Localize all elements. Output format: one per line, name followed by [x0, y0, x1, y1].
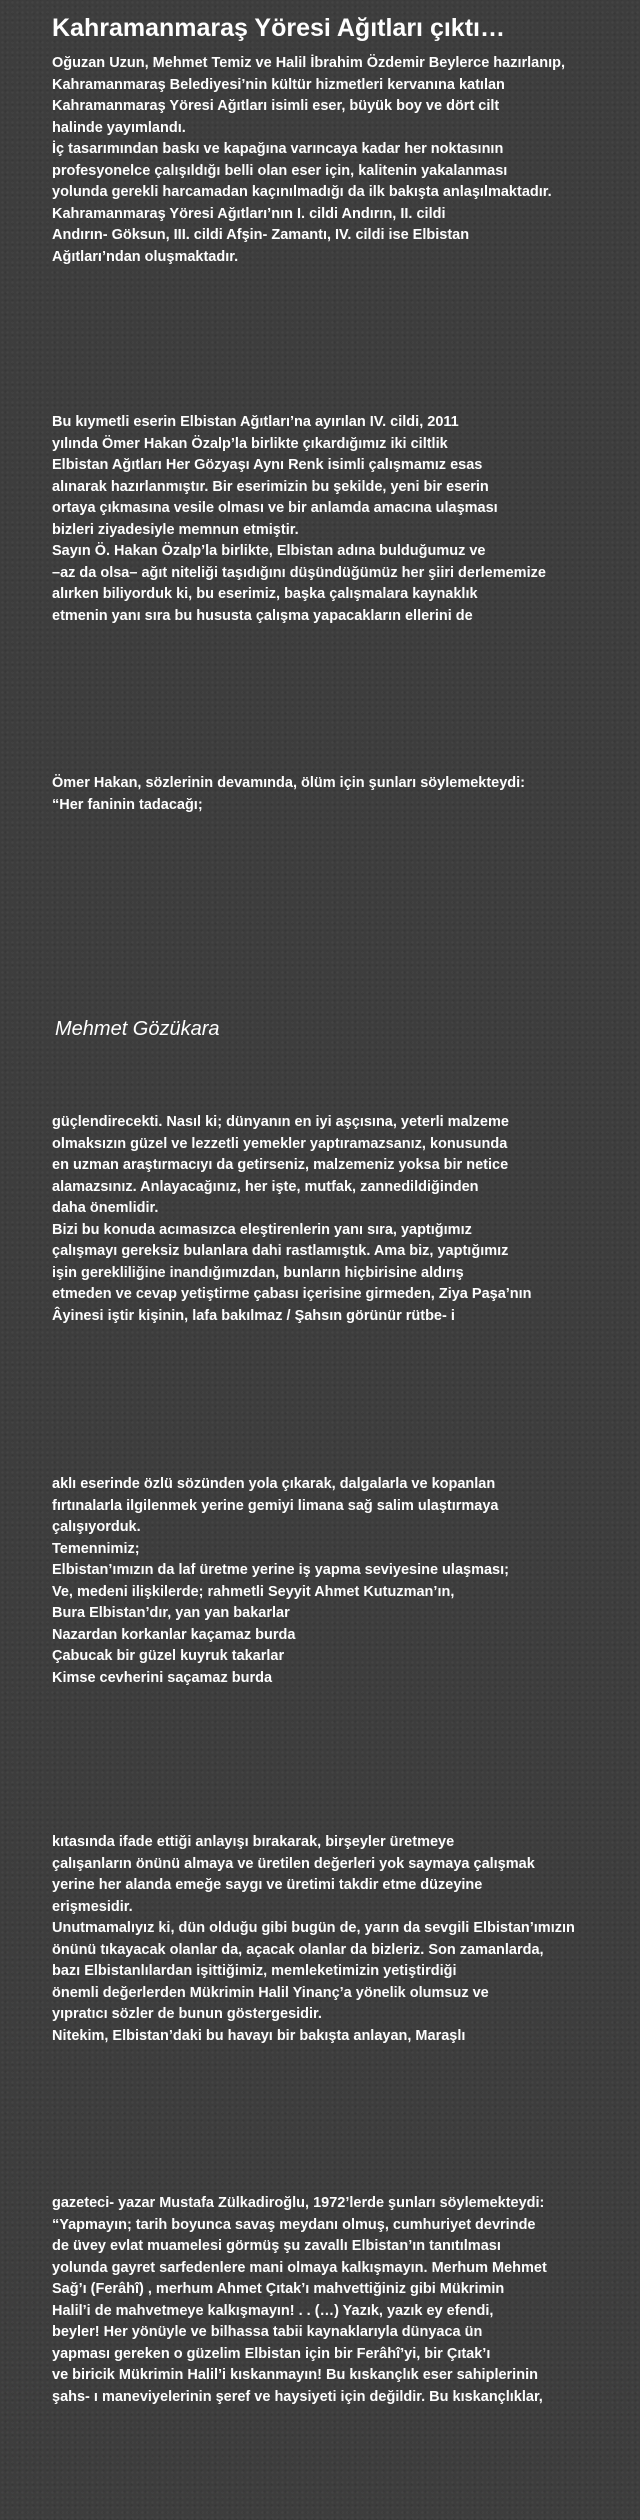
author-byline: Mehmet Gözükara	[55, 1018, 220, 1040]
text-line: Âyinesi iştir kişinin, lafa bakılmaz / Şahsın görünür rütbe- i	[52, 1307, 455, 1324]
text-line: Ağıtları’ndan oluşmaktadır.	[52, 248, 239, 265]
text-line: daha önemlidir.	[52, 1200, 159, 1216]
article-paragraph-4	[52, 1112, 637, 1327]
text-line: alınarak hazırlanmıştır. Bir eserimizin bu şekilde, yeni bir eserin	[52, 478, 489, 495]
text-line: Bu kıymetli eserin Elbistan Ağıtları’na ayırılan IV. cildi, 2011	[52, 414, 459, 430]
text-line: yolunda gerekli harcamadan kaçınılmadığı da ilk bakışta anlaşılmaktadır.	[52, 184, 552, 200]
text-line: çalışıyorduk.	[52, 1519, 141, 1535]
text-line: ortaya çıkmasına vesile olması ve bir anlamda amacına ulaşması	[52, 500, 498, 516]
text-line: alırken biliyorduk ki, bu eserimiz, başka çalışmalara kaynaklık	[52, 586, 478, 602]
text-line: de üvey evlat muamelesi görmüş şu zavallı Elbistan’ın tanıtılması	[52, 2238, 501, 2254]
text-line: şahs- ı maneviyelerinin şeref ve haysiyeti için değildir. Bu kıskançlıklar,	[52, 2388, 543, 2405]
text-line: önünü tıkayacak olanlar da, açacak olanlar da bizleriz. Son zamanlarda,	[52, 1941, 544, 1958]
text-line: güçlendirecekti. Nasıl ki; dünyanın en iyi aşçısına, yeterli malzeme	[52, 1114, 509, 1130]
text-line: beyler! Her yönüyle ve bilhassa tabii kaynaklarıyla dünyaca ün	[52, 2324, 483, 2340]
text-line: Ve, medeni ilişkilerde; rahmetli Seyyit Ahmet Kutuzman’ın,	[52, 1583, 455, 1600]
article-title: Kahramanmaraş Yöresi Ağıtları çıktı…	[52, 14, 505, 42]
text-line: Bura Elbistan’dır, yan yan bakarlar	[52, 1605, 290, 1621]
text-line: işin gerekliliğine inandığımızdan, bunların hiçbirisine aldırış	[52, 1264, 464, 1281]
text-line: Kahramanmaraş Yöresi Ağıtları isimli eser, büyük boy ve dört cilt	[52, 98, 500, 114]
text-line: Temennimiz;	[52, 1540, 140, 1557]
text-line: yapması gereken o güzelim Elbistan için bir Ferâhî’yi, bir Çıtak’ı	[52, 2345, 491, 2362]
text-line: ve biricik Mükrimin Halil’i kıskanmayın! Bu kıskançlık eser sahiplerinin	[52, 2367, 538, 2383]
text-line: bizleri ziyadesiyle memnun etmiştir.	[52, 521, 299, 538]
text-line: “Her faninin tadacağı;	[52, 796, 203, 813]
text-line: Nazardan korkanlar kaçamaz burda	[52, 1626, 296, 1643]
text-line: yılında Ömer Hakan Özalp’la birlikte çıkardığımız iki ciltlik	[52, 435, 448, 452]
text-line: Sağ’ı (Ferâhî) , merhum Ahmet Çıtak’ı mahvettiğiniz gibi Mükrimin	[52, 2281, 505, 2297]
text-line: Kimse cevherini saçamaz burda	[52, 1669, 273, 1686]
text-line: erişmesidir.	[52, 1898, 133, 1915]
text-line: halinde yayımlandı.	[52, 119, 186, 136]
text-line: –az da olsa– ağıt niteliği taşıdığını düşündüğümüz her şiiri derlememize	[52, 564, 546, 581]
text-line: çalışmayı gereksiz bulanlara dahi rastlamıştık. Ama biz, yaptığımız	[52, 1243, 509, 1259]
article-paragraph-2	[52, 412, 637, 627]
text-line: önemli değerlerden Mükrimin Halil Yinanç’a yönelik olumsuz ve	[52, 1984, 489, 2001]
text-line: Elbistan’ımızın da laf üretme yerine iş yapma seviyesine ulaşması;	[52, 1562, 509, 1578]
text-line: Sayın Ö. Hakan Özalp’la birlikte, Elbistan adına bulduğumuz ve	[52, 543, 486, 559]
text-line: Kahramanmaraş Yöresi Ağıtları’nın I. cildi Andırın, II. cildi	[52, 205, 446, 222]
article-paragraph-1	[52, 53, 637, 268]
text-line: “Yapmayın; tarih boyunca savaş meydanı olmuş, cumhuriyet devrinde	[52, 2216, 536, 2233]
article-paragraph-7	[52, 2193, 637, 2408]
article-paragraph-5	[52, 1474, 637, 1689]
text-line: Nitekim, Elbistan’daki bu havayı bir bakışta anlayan, Maraşlı	[52, 2027, 466, 2044]
text-line: Bizi bu konuda acımasızca eleştirenlerin yanı sıra, yaptığımız	[52, 1221, 472, 1238]
text-line: Halil’i de mahvetmeye kalkışmayın! . . (…) Yazık, yazık ey efendi,	[52, 2302, 494, 2319]
text-line: Unutmamalıyız ki, dün olduğu gibi bugün de, yarın da sevgili Elbistan’ımızın	[52, 1920, 575, 1936]
text-line: yerine her alanda emeğe saygı ve üretimi takdir etme düzeyine	[52, 1877, 483, 1893]
text-line: Çabucak bir güzel kuyruk takarlar	[52, 1648, 285, 1664]
text-line: Andırın- Göksun, III. cildi Afşin- Zamantı, IV. cildi ise Elbistan	[52, 227, 470, 243]
text-line: profesyonelce çalışıldığı belli olan eser için, kalitenin yakalanması	[52, 162, 508, 179]
article-paragraph-6	[52, 1832, 637, 2047]
text-line: fırtınalarla ilgilenmek yerine gemiyi limana sağ salim ulaştırmaya	[52, 1497, 499, 1514]
text-line: çalışanların önünü almaya ve üretilen değerleri yok saymaya çalışmak	[52, 1855, 535, 1872]
text-line: alamazsınız. Anlayacağınız, her işte, mutfak, zannedildiğinden	[52, 1178, 479, 1195]
text-line: Elbistan Ağıtları Her Gözyaşı Aynı Renk isimli çalışmamız esas	[52, 457, 483, 473]
text-line: etmenin yanı sıra bu hususta çalışma yapacakların ellerini de	[52, 607, 473, 624]
text-line: Ömer Hakan, sözlerinin devamında, ölüm için şunları söylemekteydi:	[52, 775, 526, 791]
text-line: İç tasarımından baskı ve kapağına varıncaya kadar her noktasının	[52, 141, 504, 157]
text-line: en uzman araştırmacıyı da getirseniz, malzemeniz yoksa bir netice	[52, 1157, 509, 1173]
text-line: Kahramanmaraş Belediyesi’nin kültür hizmetleri kervanına katılan	[52, 76, 505, 93]
text-line: yıpratıcı sözler de bunun göstergesidir.	[52, 2006, 322, 2022]
text-line: kıtasında ifade ettiği anlayışı bırakarak, birşeyler üretmeye	[52, 1834, 455, 1850]
text-line: yolunda gayret sarfedenlere mani olmaya kalkışmayın. Merhum Mehmet	[52, 2259, 547, 2276]
text-line: etmeden ve cevap yetiştirme çabası içerisine girmeden, Ziya Paşa’nın	[52, 1286, 532, 1302]
text-line: gazeteci- yazar Mustafa Zülkadiroğlu, 1972’lerde şunları söylemekteydi:	[52, 2195, 545, 2211]
article-paragraph-3	[52, 773, 637, 816]
text-line: aklı eserinde özlü sözünden yola çıkarak, dalgalarla ve kopanlan	[52, 1476, 496, 1492]
text-line: olmaksızın güzel ve lezzetli yemekler yaptıramazsanız, konusunda	[52, 1135, 508, 1152]
text-line: Oğuzan Uzun, Mehmet Temiz ve Halil İbrahim Özdemir Beylerce hazırlanıp,	[52, 55, 565, 71]
text-line: bazı Elbistanlılardan işittiğimiz, memleketimizin yetiştirdiği	[52, 1963, 457, 1979]
